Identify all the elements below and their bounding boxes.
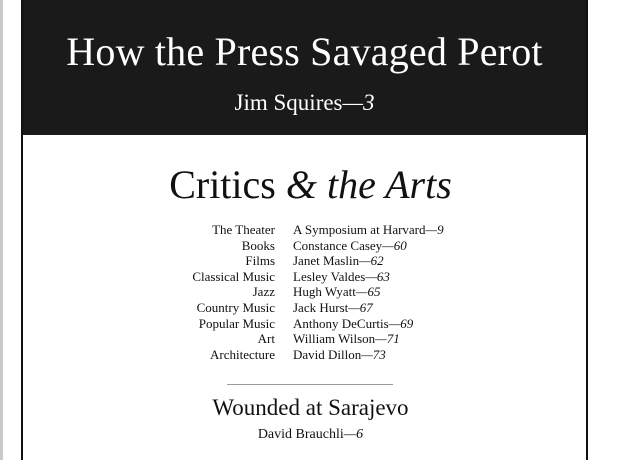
contents-section-name: Films — [245, 253, 275, 269]
contents-section-name: Art — [257, 331, 275, 347]
contents-row — [0, 238, 621, 254]
feature-byline — [0, 426, 621, 443]
contents-section-name: Jazz — [252, 284, 275, 300]
section-heading-italic: & the Arts — [285, 162, 452, 207]
lead-story-author: Jim Squires — [234, 90, 343, 115]
contents-entry-author: A Symposium at Harvard — [293, 222, 426, 237]
lead-story-banner — [21, 0, 588, 135]
lead-story-byline — [21, 90, 588, 116]
section-heading — [0, 163, 621, 207]
contents-entry-page: —65 — [355, 284, 381, 300]
contents-section-name: Classical Music — [192, 268, 275, 284]
contents-row — [0, 222, 621, 238]
contents-entry — [293, 331, 400, 347]
contents-row — [0, 300, 621, 316]
contents-row — [0, 284, 621, 300]
contents-entry-page: —62 — [359, 253, 384, 269]
contents-entry — [293, 316, 413, 332]
contents-entry-author: Janet Maslin — [293, 253, 360, 269]
section-heading-main: Critics — [169, 162, 276, 207]
contents-entry-author: Hugh Wyatt — [293, 284, 356, 300]
contents-row — [0, 347, 621, 363]
contents-entry — [293, 347, 386, 363]
contents-entry-author: David Dillon — [293, 346, 362, 362]
contents-row — [0, 331, 621, 347]
contents-entry-author: Jack Hurst — [293, 299, 349, 315]
contents-entry-page: —9 — [425, 222, 444, 237]
contents-entry — [293, 222, 444, 238]
contents-row — [0, 316, 621, 332]
contents-entry-page: —69 — [388, 315, 414, 331]
contents-list — [0, 222, 621, 362]
feature-author: David Brauchli — [257, 427, 344, 442]
contents-entry-author: Lesley Valdes — [293, 268, 366, 284]
contents-entry — [293, 238, 407, 254]
contents-section-name: Country Music — [196, 299, 275, 315]
contents-section-name: Books — [241, 237, 275, 253]
contents-section-name: The Theater — [212, 222, 275, 237]
contents-entry-page: —60 — [382, 237, 407, 253]
contents-section-name: Architecture — [210, 346, 275, 362]
contents-entry-page: —73 — [361, 346, 386, 362]
contents-entry-author: William Wilson — [293, 331, 376, 347]
feature-page: —6 — [343, 427, 364, 442]
lead-story-page: —3 — [342, 90, 375, 115]
divider-rule — [227, 384, 393, 385]
contents-entry — [293, 300, 373, 316]
contents-row — [0, 269, 621, 285]
feature-title: Wounded at Sarajevo — [212, 395, 409, 420]
contents-row — [0, 253, 621, 269]
contents-entry-page: —67 — [348, 299, 373, 315]
contents-entry-author: Anthony DeCurtis — [293, 315, 389, 331]
contents-entry-page: —71 — [375, 331, 400, 347]
contents-entry — [293, 284, 380, 300]
lead-story-title: How the Press Savaged Perot — [66, 29, 543, 74]
contents-entry — [293, 269, 390, 285]
contents-entry-author: Constance Casey — [293, 237, 383, 253]
contents-section-name: Popular Music — [198, 315, 275, 331]
contents-entry — [293, 253, 384, 269]
contents-entry-page: —63 — [365, 268, 390, 284]
